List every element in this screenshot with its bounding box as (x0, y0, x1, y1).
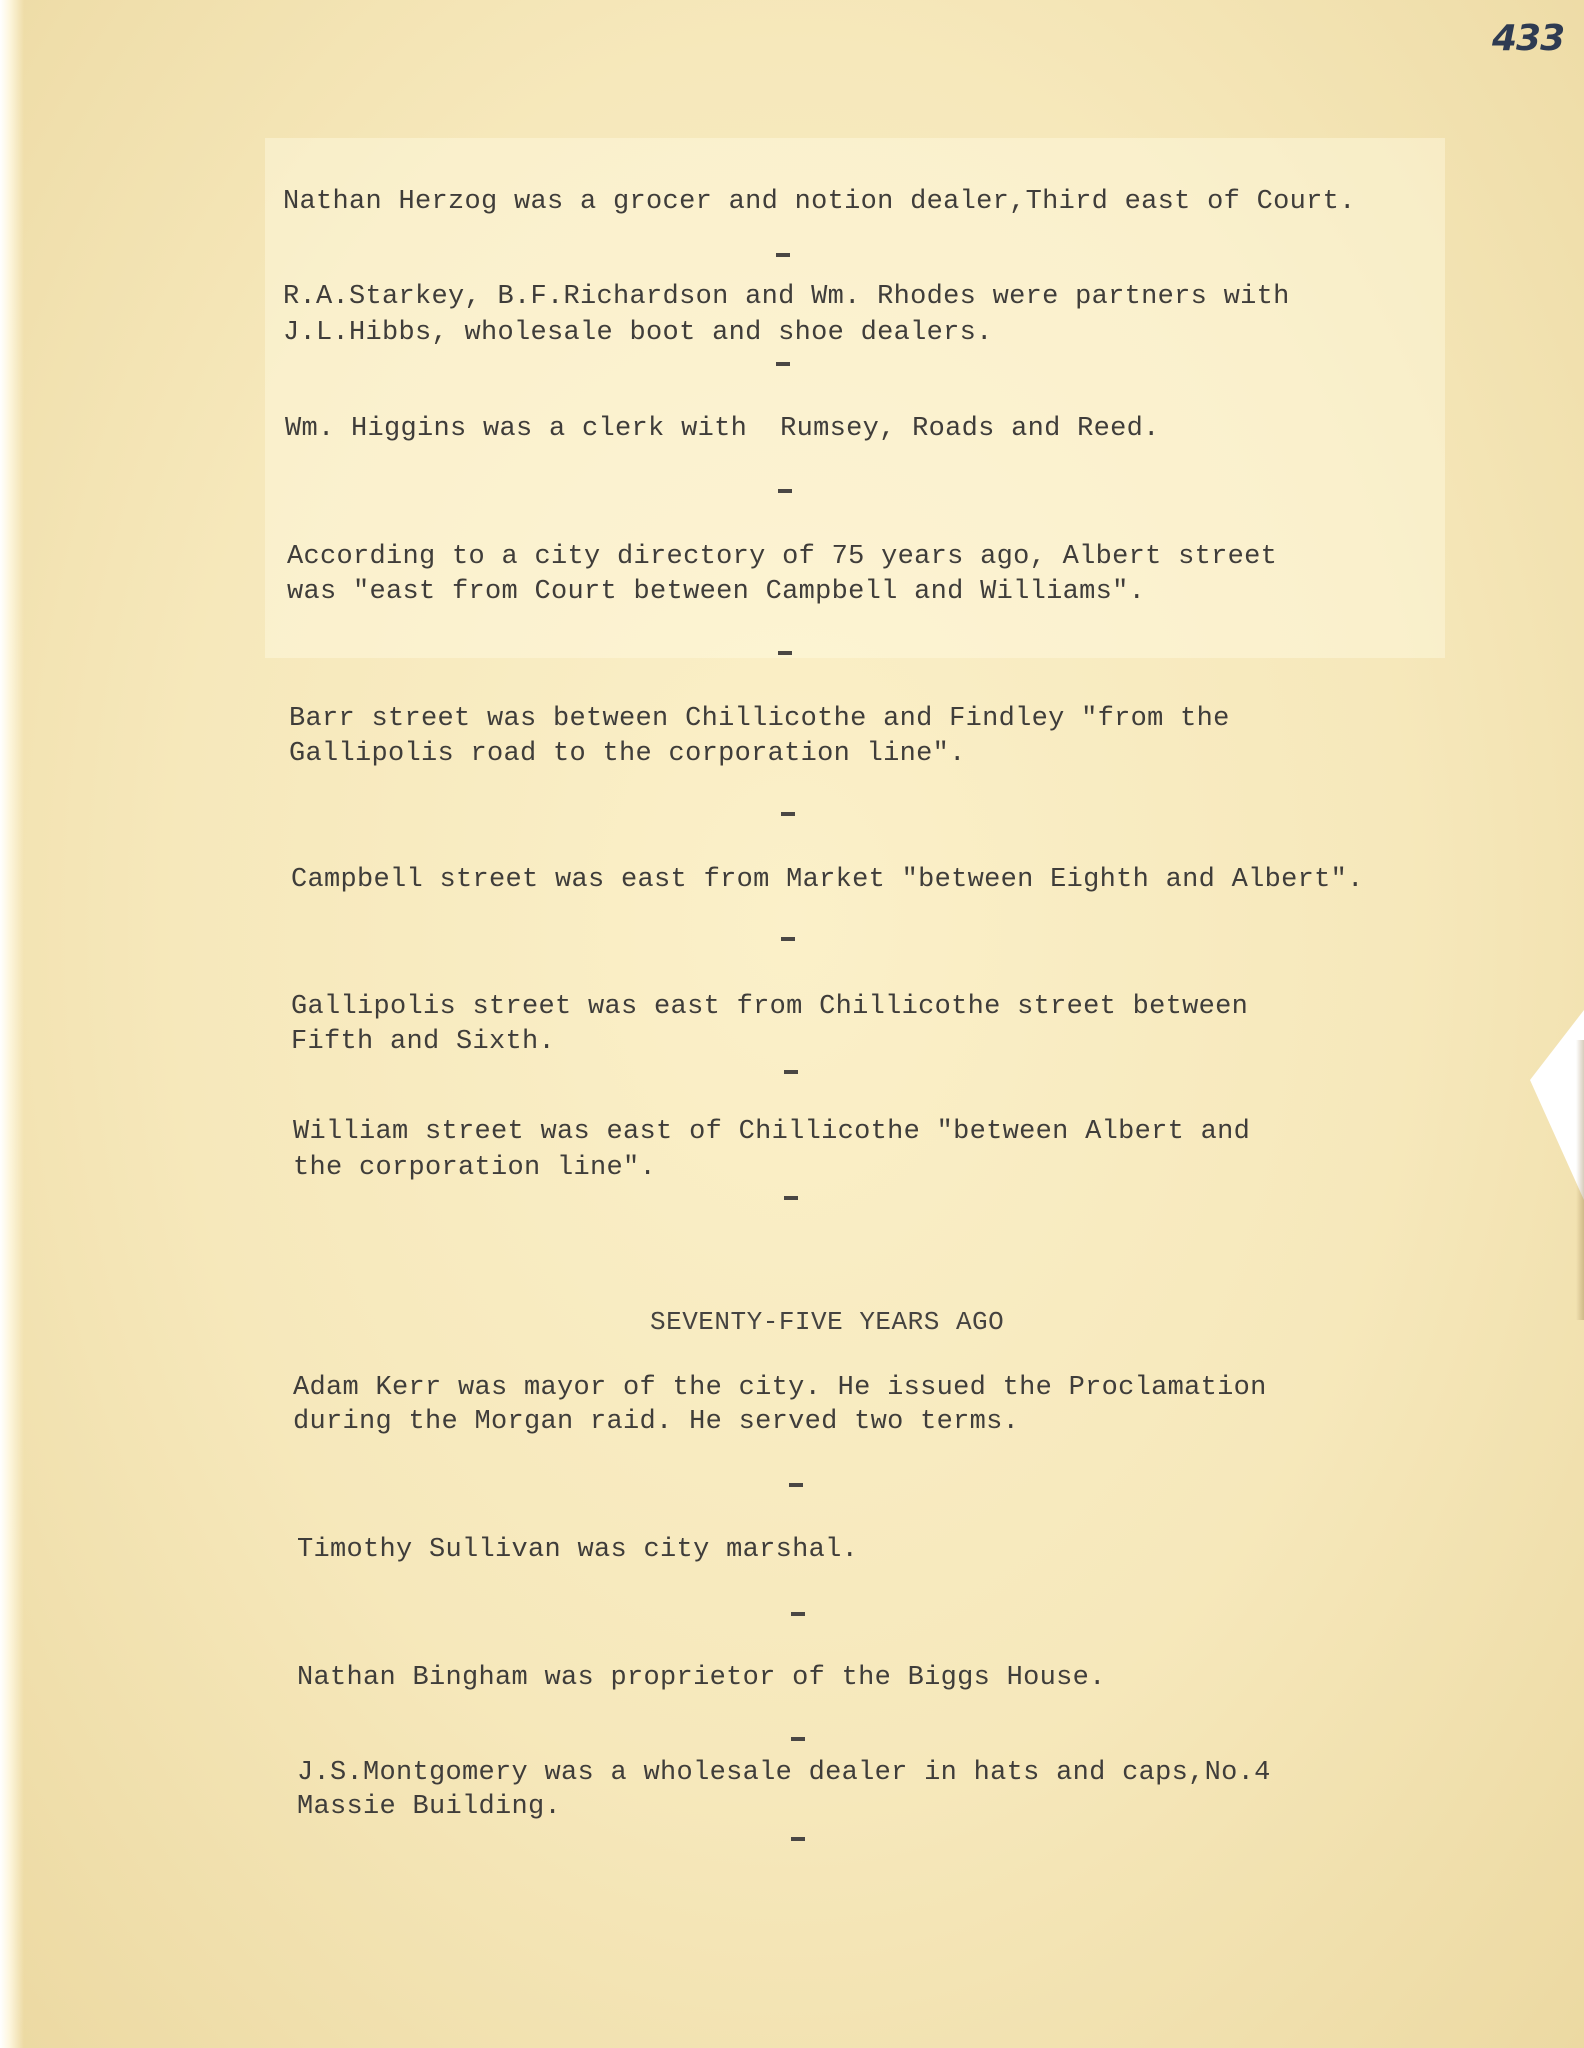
paragraph-1-line-1: Nathan Herzog was a grocer and notion dealer,Third east of Court. (283, 187, 1356, 217)
paragraph-6-line-1: Campbell street was east from Market "between Eighth and Albert". (291, 865, 1364, 895)
paragraph-2-line-2: J.L.Hibbs, wholesale boot and shoe dealers. (283, 318, 993, 348)
paragraph-5-line-1: Barr street was between Chillicothe and Findley "from the (289, 704, 1230, 734)
separator-dash (784, 1070, 798, 1074)
separator-dash (778, 651, 792, 655)
paragraph-4-line-2: was "east from Court between Campbell and Williams". (287, 577, 1146, 607)
section-paragraph-3-line-1: Nathan Bingham was proprietor of the Biggs House. (297, 1663, 1106, 1693)
paragraph-2-line-1: R.A.Starkey, B.F.Richardson and Wm. Rhodes were partners with (283, 282, 1290, 312)
paragraph-7-line-1: Gallipolis street was east from Chillicothe street between (291, 992, 1249, 1022)
section-paragraph-4-line-2: Massie Building. (297, 1792, 562, 1822)
separator-dash (781, 937, 795, 941)
section-paragraph-4-line-1: J.S.Montgomery was a wholesale dealer in hats and caps,No.4 (297, 1758, 1271, 1788)
separator-dash (781, 812, 795, 816)
separator-dash (778, 489, 792, 493)
paragraph-3-line-1: Wm. Higgins was a clerk with Rumsey, Roads and Reed. (285, 414, 1160, 444)
paragraph-8-line-1: William street was east of Chillicothe "between Albert and (293, 1117, 1251, 1147)
paragraph-8-line-2: the corporation line". (293, 1153, 657, 1183)
section-paragraph-2-line-1: Timothy Sullivan was city marshal. (297, 1535, 859, 1565)
separator-dash (791, 1837, 805, 1841)
separator-dash (784, 1196, 798, 1200)
separator-dash (791, 1612, 805, 1616)
torn-left-edge (0, 0, 24, 2048)
page-number: 433 (1492, 18, 1565, 59)
section-heading: SEVENTY-FIVE YEARS AGO (650, 1307, 1005, 1337)
right-edge-shadow (1576, 1040, 1584, 1320)
section-paragraph-1-line-2: during the Morgan raid. He served two terms. (293, 1407, 1020, 1437)
separator-dash (791, 1737, 805, 1741)
paragraph-4-line-1: According to a city directory of 75 years ago, Albert street (287, 542, 1278, 572)
section-paragraph-1-line-1: Adam Kerr was mayor of the city. He issued the Proclamation (293, 1373, 1267, 1403)
paragraph-7-line-2: Fifth and Sixth. (291, 1027, 556, 1057)
separator-dash (776, 362, 790, 366)
separator-dash (789, 1483, 803, 1487)
paragraph-5-line-2: Gallipolis road to the corporation line". (289, 739, 966, 769)
separator-dash (776, 253, 790, 257)
